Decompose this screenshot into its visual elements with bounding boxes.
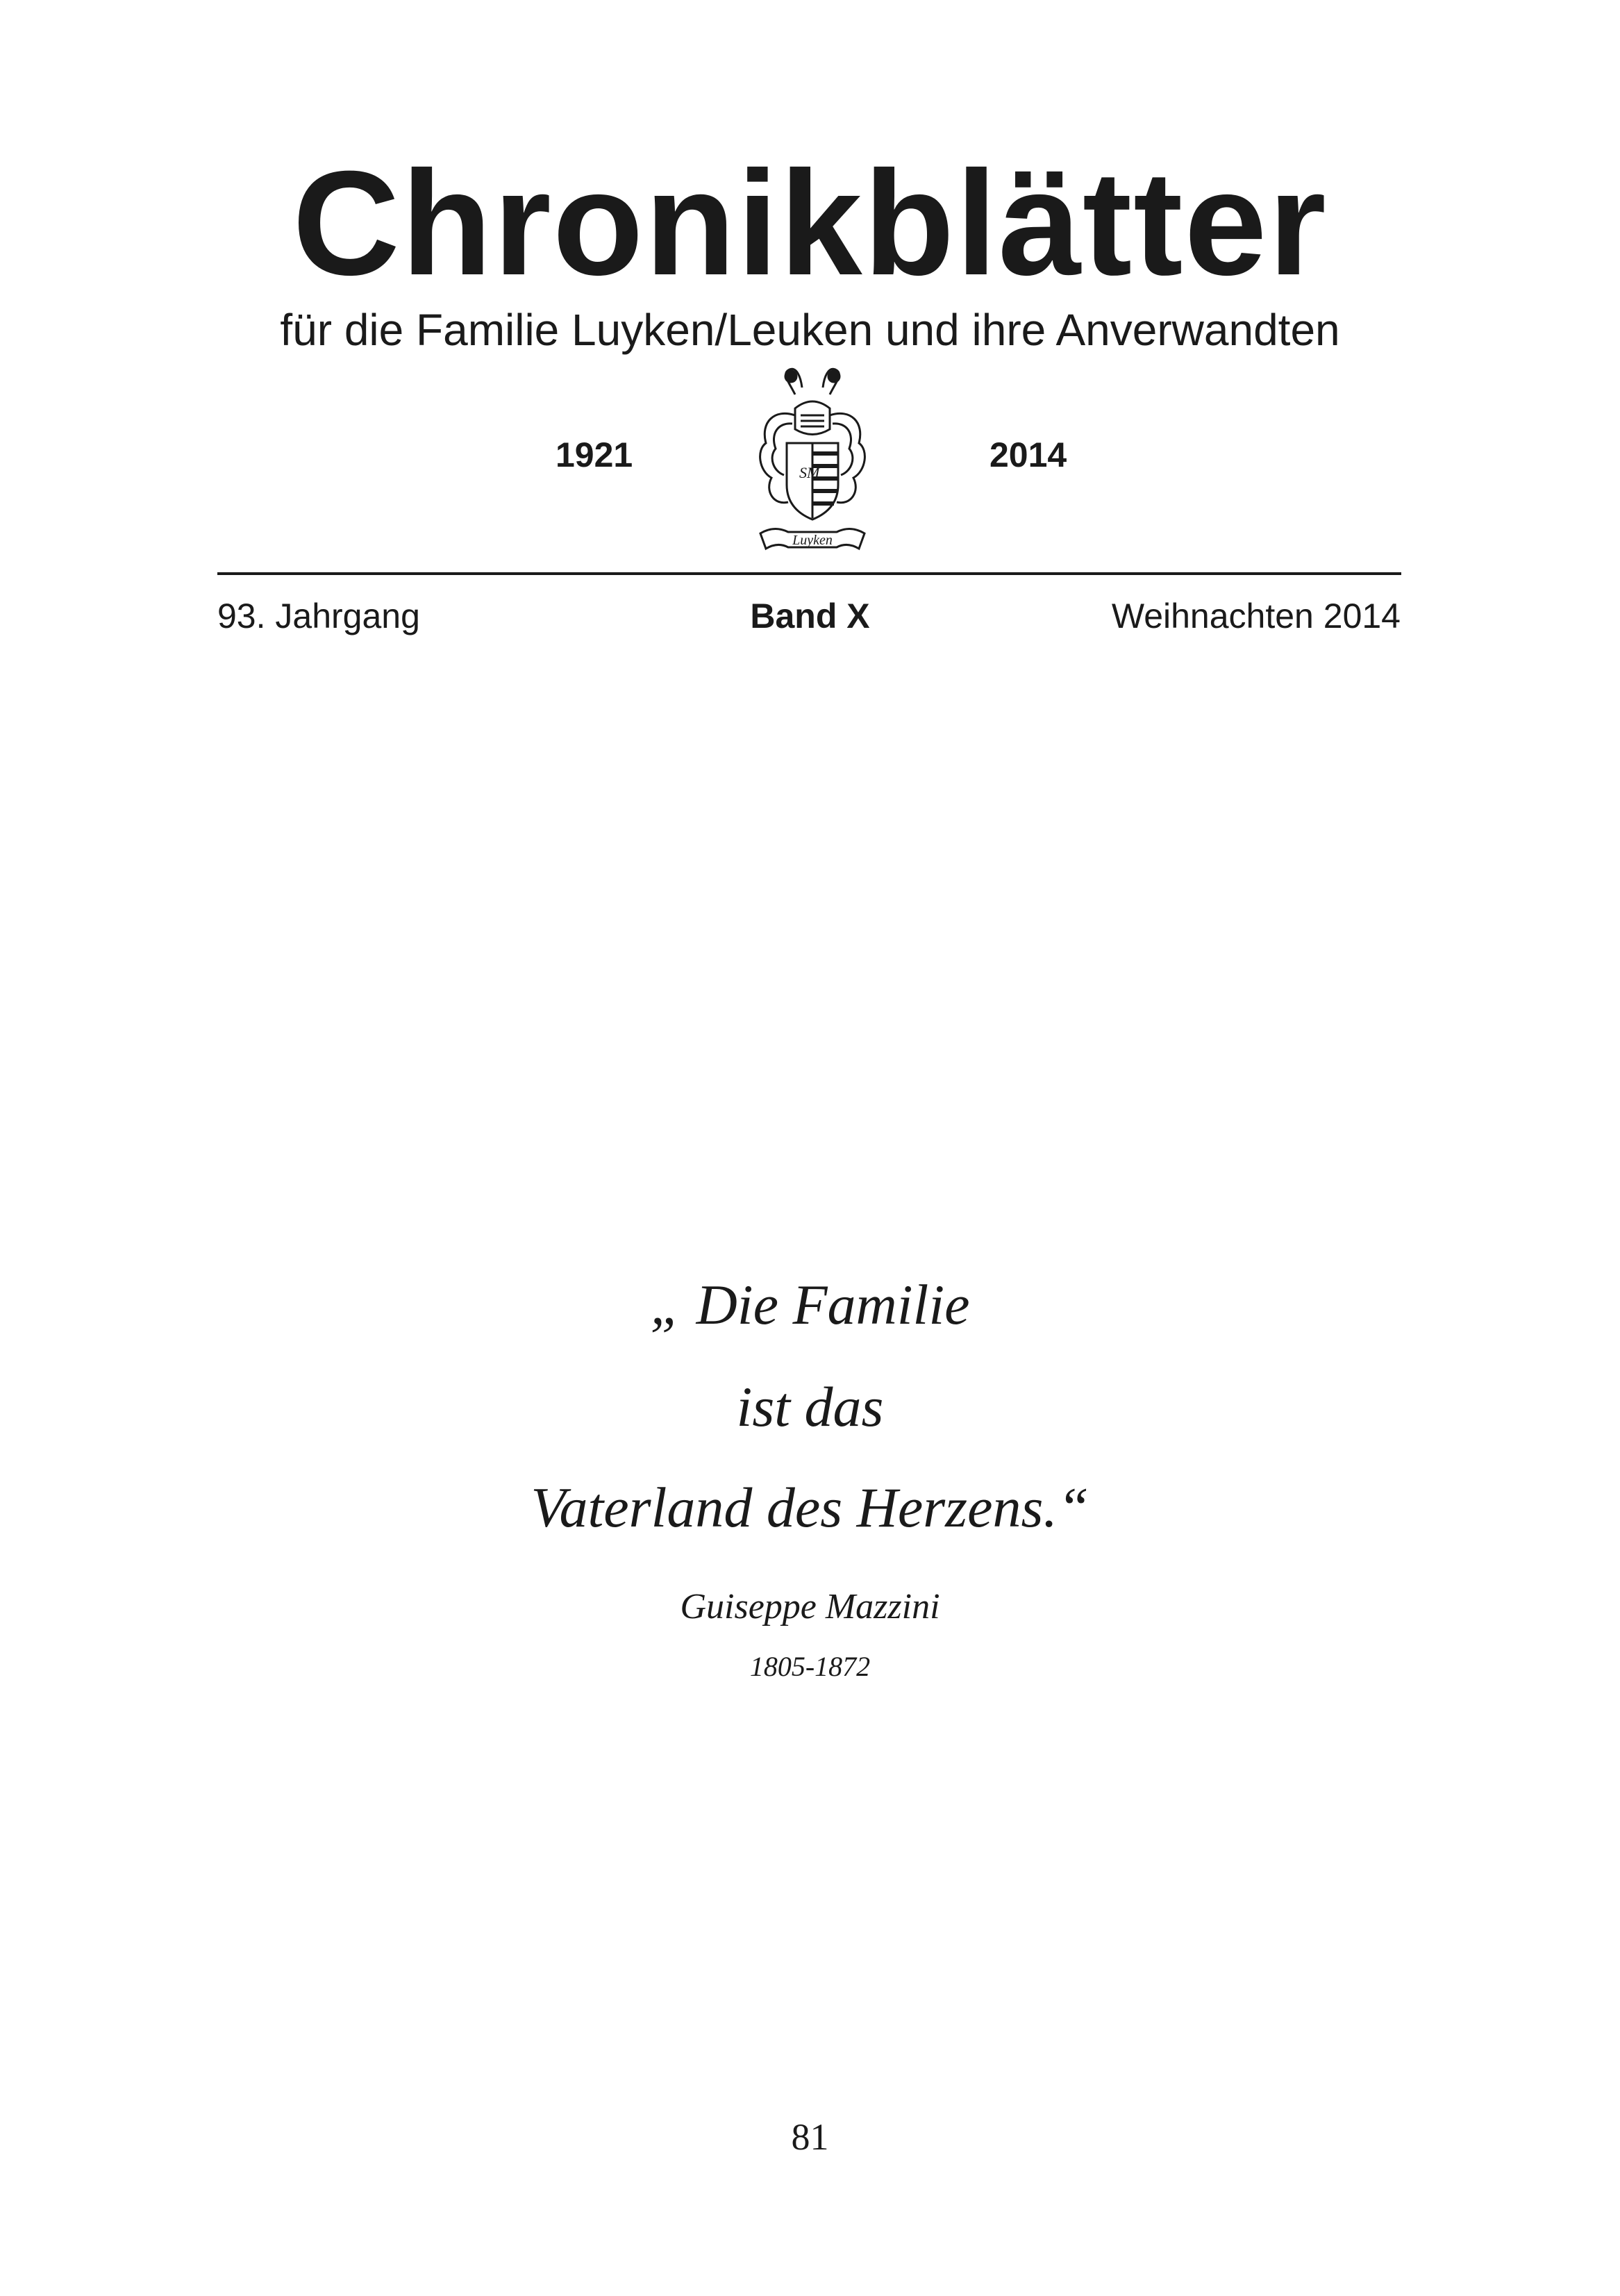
volume-year: 93. Jahrgang xyxy=(217,597,420,635)
header-divider xyxy=(217,572,1401,575)
shield-monogram: SM xyxy=(799,464,820,481)
quote-author-dates: 1805-1872 xyxy=(749,1651,871,1682)
crest-banner-text: Luyken xyxy=(792,533,833,548)
quote-line-2: ist das xyxy=(736,1375,884,1438)
page-title: Chronikblätter xyxy=(292,140,1328,306)
quote-line-3: Vaterland des Herzens.“ xyxy=(531,1476,1089,1539)
issue-label: Weihnachten 2014 xyxy=(1111,597,1401,635)
page-subtitle: für die Familie Luyken/Leuken und ihre Anverwandten xyxy=(280,305,1340,355)
year-start: 1921 xyxy=(556,435,633,474)
quote-author: Guiseppe Mazzini xyxy=(680,1587,940,1627)
page-number: 81 xyxy=(791,2116,829,2158)
band-label: Band X xyxy=(750,597,870,635)
quote-line-1: „ Die Familie xyxy=(650,1273,970,1336)
year-end: 2014 xyxy=(989,435,1067,474)
coat-of-arms-icon xyxy=(746,367,878,561)
